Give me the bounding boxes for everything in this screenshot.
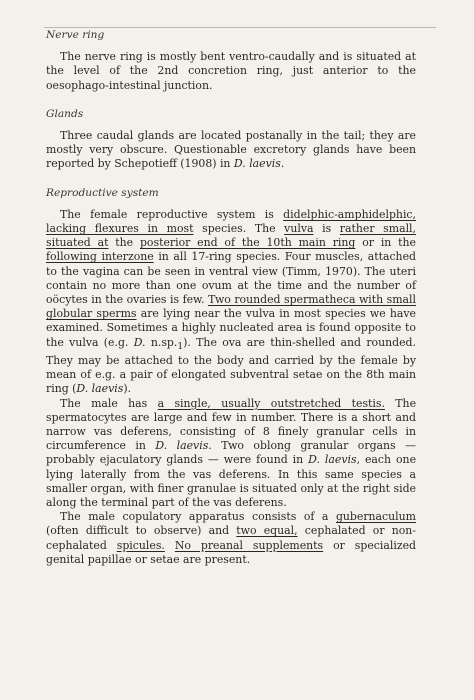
text-run: species. The	[193, 222, 285, 236]
text-run: ).	[123, 382, 132, 396]
section-heading-glands: Glands	[46, 107, 84, 120]
text-run: is	[313, 222, 340, 236]
text-run: The female reproductive system is	[60, 207, 284, 221]
text-run: the	[108, 236, 140, 250]
text-run: . Two oblong granular organs — probably ejaculatory glands — were found in	[46, 439, 416, 467]
text-run: are lying near the vulva in most species we have examined. Sometimes a highly nucleated area is found opposite to the vulva (e.g.	[46, 307, 416, 349]
text-run: The male has	[60, 396, 158, 410]
section-heading-reproductive-system: Reproductive system	[46, 186, 159, 199]
text-run	[165, 539, 175, 552]
nerve-ring-paragraph: The nerve ring is mostly bent ventro-caudally and is situated at the level of the 2nd concretion ring, just anterior to the oesophago-intestinal junction.	[46, 50, 416, 92]
underlined-text: Two rounded spermatheca with small globular sperms	[46, 293, 417, 321]
text-run: or specialized genital papillae or setae are present.	[46, 538, 417, 566]
glands-text: Three caudal glands are located postanally in the tail; they are mostly very obscure. Questionable excretory glands have been reported by Schepotieff (1908) in D. laevis.	[46, 129, 416, 171]
species-name: D. laevis	[308, 453, 357, 467]
section-heading-nerve-ring: Nerve ring	[46, 29, 105, 41]
underlined-text: No preanal supplements	[174, 538, 324, 552]
underlined-text: spicules.	[116, 538, 165, 552]
underlined-text: two equal,	[236, 524, 298, 538]
text-run: n.sp.	[145, 335, 178, 349]
underlined-text: gubernaculum	[335, 510, 416, 524]
copulatory-apparatus-paragraph	[46, 510, 416, 567]
species-name: D.	[133, 335, 146, 349]
page-content	[46, 28, 416, 567]
text-run: , each one lying laterally from the vas deferens. In this same species a smaller organ, with finer granulae is situated only at the right side along the terminal part of the vas deferens.	[46, 453, 417, 510]
species-name: D. laevis	[155, 439, 209, 453]
glands-paragraph	[46, 129, 416, 172]
text-run: in all 17-ring species. Four muscles, attached to the vagina can be seen in ventral view (Timm, 1970). The uteri contain no more than one ovum at the time and the number of oöcytes in the ovaries is few.	[46, 250, 416, 307]
underlined-text: a single, usually outstretched testis.	[157, 396, 385, 410]
underlined-text: didelphic-amphidelphic, lacking flexures in most	[46, 207, 416, 236]
male-reproductive-paragraph	[46, 397, 416, 511]
text-run: The spermatocytes are large and few in number. There is a short and narrow vas deferens, consisting of 8 finely granular cells in circumference in	[46, 396, 417, 453]
underlined-text: following interzone	[46, 250, 154, 264]
text-run: The male copulatory apparatus consists of a	[60, 510, 336, 524]
underlined-text: posterior end of the 10th main ring	[139, 236, 356, 250]
underlined-text: rather small, situated at	[46, 222, 416, 250]
subscript: 1	[177, 341, 184, 352]
text-run: ). The ova are thin-shelled and rounded. They may be attached to the body and carried by the female by mean of e.g. a pair of elongated subventral setae on the 8th main ring (	[46, 335, 416, 396]
text-run: cephalated or non-cephalated	[46, 524, 416, 552]
text-run: (often difficult to observe) and	[46, 524, 237, 538]
text-run: or in the	[355, 236, 416, 250]
species-name: D. laevis	[233, 157, 281, 171]
species-name: D. laevis	[76, 382, 124, 396]
underlined-text: vulva	[284, 222, 314, 236]
female-reproductive-paragraph	[46, 208, 416, 397]
